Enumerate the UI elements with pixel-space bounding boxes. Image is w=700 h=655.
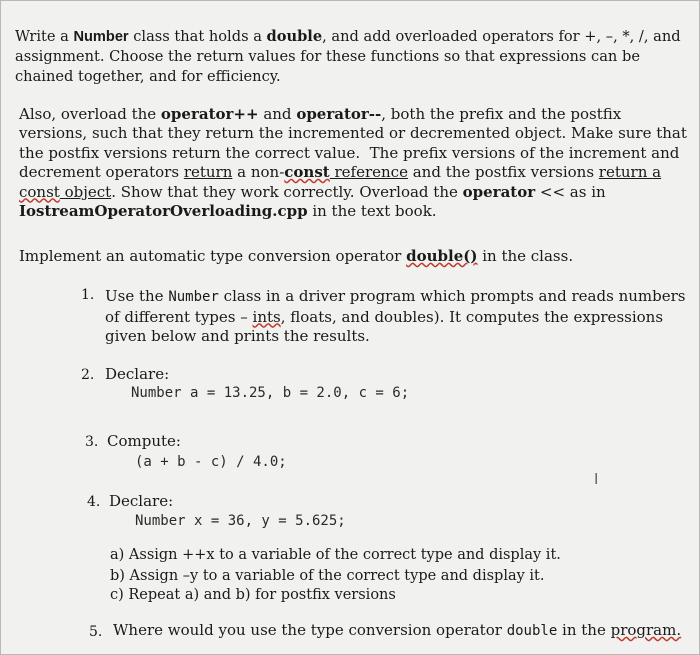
text: Implement an automatic type conversion operator <box>19 247 407 265</box>
text: operator++ <box>160 105 259 123</box>
text: . Show that they work correctly. Overload the <box>111 182 463 201</box>
text: double <box>266 28 323 45</box>
text: and the postfix versions <box>407 163 599 182</box>
text: program. <box>610 621 682 639</box>
item-4-title: Declare: <box>109 492 174 510</box>
text: object <box>59 182 112 201</box>
text: , floats, and doubles). It computes the expressions given below and prints the results. <box>105 307 668 345</box>
sub-item-b: b) Assign –y to a variable of the correct type and display it. <box>110 568 545 584</box>
text: << as in <box>535 182 606 201</box>
item-1-text <box>105 287 691 347</box>
text: Write a <box>15 28 74 45</box>
text: double <box>506 623 558 639</box>
text: const <box>284 163 330 182</box>
text-cursor-icon: I <box>594 471 599 488</box>
text: assignment. Choose the return values for these functions so that expressions can be chained together, and for efficiency. <box>15 48 645 85</box>
text: IostreamOperatorOverloading.cpp <box>19 202 308 221</box>
text: operator <box>462 182 536 201</box>
intro-paragraph <box>15 27 691 87</box>
text: reference <box>329 163 408 182</box>
text: Number <box>168 289 219 305</box>
text: double() <box>406 247 478 265</box>
text: in the <box>557 621 611 639</box>
item-number: 5. <box>89 624 103 640</box>
text: return a <box>598 163 662 182</box>
conversion-paragraph <box>19 247 573 265</box>
code-line: (a + b - c) / 4.0; <box>135 454 287 470</box>
text: return <box>183 163 233 182</box>
text: class that holds a <box>128 28 267 45</box>
item-number: 3. <box>85 434 99 450</box>
text: in the text book. <box>307 202 437 221</box>
text: , both the prefix and the postfix versions, such that they return the incremented or decremented object. Make sure that the postfix versions return the correct value. The prefix versions of the increment and decrement operators <box>19 105 692 182</box>
item-2-title: Declare: <box>105 365 170 383</box>
item-5-text <box>113 621 681 642</box>
item-3-title: Compute: <box>107 432 181 450</box>
text: ints <box>252 307 281 326</box>
sub-item-a: a) Assign ++x to a variable of the correct type and display it. <box>110 547 561 563</box>
text: , and add overloaded operators for +, –, *, /, and <box>322 28 681 45</box>
text: a non- <box>232 163 285 182</box>
sub-item-c: c) Repeat a) and b) for postfix versions <box>110 587 396 603</box>
text: const <box>19 182 60 201</box>
overload-paragraph <box>19 105 693 221</box>
item-number: 4. <box>87 494 101 510</box>
text: class in a driver program which prompts and reads numbers of different types – <box>105 287 691 326</box>
text: Use the <box>105 287 169 305</box>
text: Where would you use the type conversion operator <box>113 621 507 639</box>
item-number: 1. <box>81 287 95 303</box>
text: Also, overload the <box>19 105 161 123</box>
item-number: 2. <box>81 367 95 383</box>
text: and <box>258 105 297 123</box>
code-line: Number a = 13.25, b = 2.0, c = 6; <box>131 385 410 401</box>
text: in the class. <box>477 247 574 265</box>
code-line: Number x = 36, y = 5.625; <box>135 513 346 529</box>
text: Number <box>73 29 129 45</box>
text: operator-- <box>296 105 382 123</box>
